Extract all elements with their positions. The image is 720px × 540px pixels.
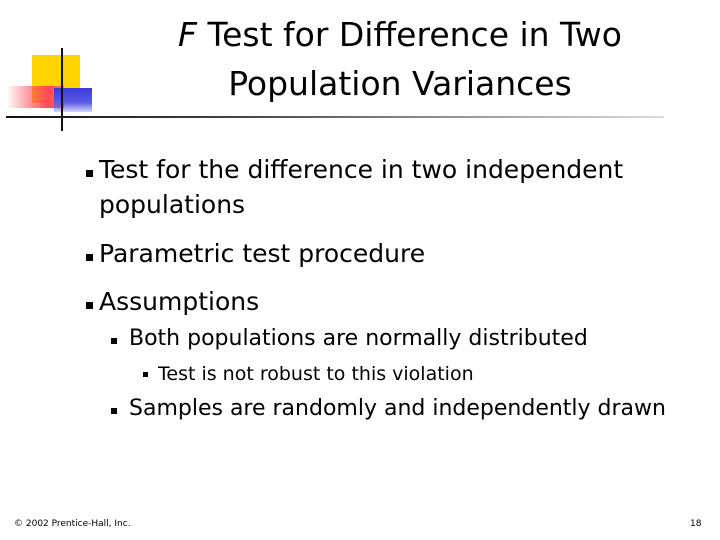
bullet-text: Test for the difference in two independent	[99, 155, 624, 184]
title-variable: F	[178, 15, 198, 54]
bullet-square-icon	[111, 408, 117, 414]
title-divider-line	[6, 116, 664, 118]
page-number: 18	[690, 519, 702, 529]
title-text: Test for Difference in Two Population Variances	[207, 15, 622, 103]
bullet-text: Test is not robust to this violation	[158, 363, 474, 385]
bullet-square-icon	[86, 170, 93, 177]
logo-blue-square	[54, 88, 92, 112]
bullet-text: Samples are randomly and independently drawn	[129, 396, 666, 421]
footer-copyright: © 2002 Prentice-Hall, Inc.	[14, 519, 131, 529]
bullet-text: populations	[99, 190, 246, 219]
bullet-text: Both populations are normally distributed	[129, 326, 588, 351]
slide-title	[90, 10, 710, 108]
bullet-text: Assumptions	[99, 287, 260, 316]
bullet-square-icon	[86, 302, 93, 309]
bullet-square-icon	[86, 254, 93, 261]
logo-vertical-line	[61, 48, 63, 131]
bullet-square-icon	[143, 372, 148, 377]
bullet-text: Parametric test procedure	[99, 239, 426, 268]
bullet-square-icon	[111, 338, 117, 344]
